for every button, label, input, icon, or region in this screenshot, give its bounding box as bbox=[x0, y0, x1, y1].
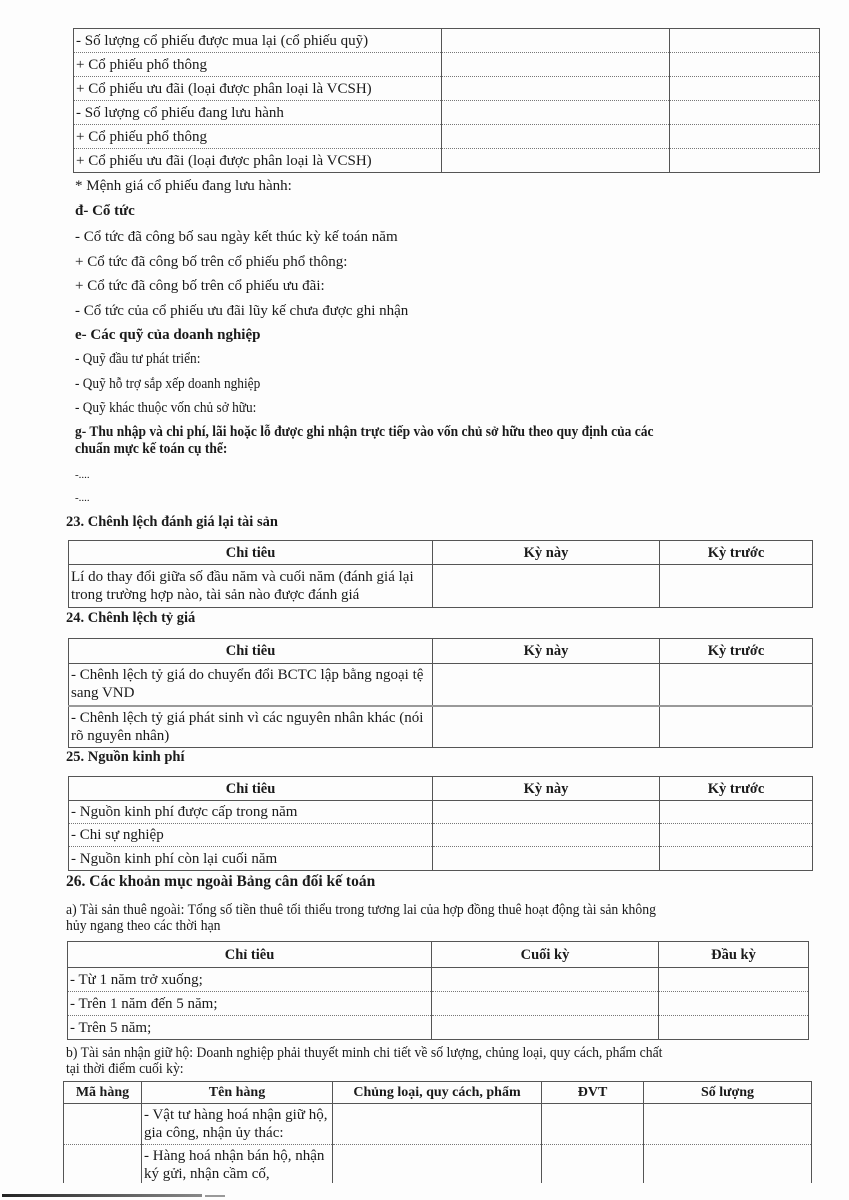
section-26b-desc-line1: b) Tài sản nhận giữ hộ: Doanh nghiệp phải thuyết minh chi tiết về số lượng, chủng loại, quy cách, phẩm chất bbox=[66, 1045, 663, 1061]
row-label: + Cổ phiếu phổ thông bbox=[74, 53, 442, 77]
header-cell: Chỉ tiêu bbox=[69, 541, 433, 565]
value-cell[interactable] bbox=[670, 101, 820, 125]
fund-item: - Quỹ khác thuộc vốn chủ sở hữu: bbox=[75, 400, 257, 416]
row-label: - Trên 5 năm; bbox=[68, 1016, 432, 1040]
dividends-title: đ- Cổ tức bbox=[75, 203, 135, 219]
value-cell[interactable] bbox=[542, 1145, 644, 1184]
header-cell: Kỳ trước bbox=[660, 639, 813, 664]
table-row bbox=[69, 706, 813, 748]
table-row bbox=[64, 1104, 812, 1145]
table-row bbox=[74, 77, 820, 101]
value-cell[interactable] bbox=[670, 29, 820, 53]
header-cell: Chỉ tiêu bbox=[69, 777, 433, 801]
value-cell[interactable] bbox=[670, 125, 820, 149]
row-label: - Nguồn kinh phí được cấp trong năm bbox=[69, 801, 433, 824]
section-26a-desc-line1: a) Tài sản thuê ngoài: Tổng số tiền thuê tối thiểu trong tương lai của hợp đồng thuê hoạt động tài sản không bbox=[66, 902, 656, 918]
income-expense-title-line1: g- Thu nhập và chi phí, lãi hoặc lỗ được ghi nhận trực tiếp vào vốn chủ sở hữu theo quy định của các bbox=[75, 424, 654, 440]
table-row bbox=[69, 801, 813, 824]
header-cell: Kỳ này bbox=[433, 639, 660, 664]
funds-title: e- Các quỹ của doanh nghiệp bbox=[75, 327, 261, 343]
row-label: - Số lượng cổ phiếu đang lưu hành bbox=[74, 101, 442, 125]
header-cell: Tên hàng bbox=[142, 1082, 333, 1104]
value-cell[interactable] bbox=[660, 565, 813, 608]
value-cell[interactable] bbox=[333, 1145, 542, 1184]
table-row bbox=[68, 992, 809, 1016]
row-label: - Nguồn kinh phí còn lại cuối năm bbox=[69, 847, 433, 871]
header-cell: Chỉ tiêu bbox=[69, 639, 433, 664]
value-cell[interactable] bbox=[442, 149, 670, 173]
page-bottom-rule-fragment bbox=[205, 1195, 225, 1197]
header-cell: Chủng loại, quy cách, phẩm bbox=[333, 1082, 542, 1104]
row-label: - Chênh lệch tỷ giá do chuyển đổi BCTC lập bằng ngoại tệ sang VND bbox=[69, 664, 433, 706]
value-cell[interactable] bbox=[442, 29, 670, 53]
value-cell[interactable] bbox=[432, 992, 659, 1016]
table-row bbox=[74, 125, 820, 149]
value-cell[interactable] bbox=[433, 847, 660, 871]
header-cell: Kỳ này bbox=[433, 541, 660, 565]
value-cell[interactable] bbox=[442, 77, 670, 101]
value-cell[interactable] bbox=[660, 664, 813, 706]
header-row bbox=[64, 1082, 812, 1104]
table-row bbox=[64, 1145, 812, 1184]
section-26b-table bbox=[63, 1081, 812, 1183]
header-row bbox=[69, 541, 813, 565]
value-cell[interactable] bbox=[542, 1104, 644, 1145]
table-row bbox=[74, 53, 820, 77]
page-bottom-rule bbox=[2, 1194, 202, 1197]
value-cell[interactable] bbox=[442, 125, 670, 149]
table-row bbox=[74, 149, 820, 173]
value-cell[interactable] bbox=[644, 1145, 812, 1184]
income-expense-title-line2: chuẩn mực kế toán cụ thể: bbox=[75, 441, 228, 457]
section-23-table bbox=[68, 540, 813, 608]
section-26b-desc-line2: tại thời điểm cuối kỳ: bbox=[66, 1061, 184, 1077]
header-cell: Mã hàng bbox=[64, 1082, 142, 1104]
value-cell[interactable] bbox=[442, 101, 670, 125]
row-label: - Số lượng cổ phiếu được mua lại (cổ phiếu quỹ) bbox=[74, 29, 442, 53]
value-cell[interactable] bbox=[432, 968, 659, 992]
value-cell[interactable] bbox=[333, 1104, 542, 1145]
value-cell[interactable] bbox=[433, 664, 660, 706]
table-row bbox=[74, 101, 820, 125]
header-row bbox=[69, 777, 813, 801]
header-cell: Kỳ trước bbox=[660, 777, 813, 801]
row-label: - Chi sự nghiệp bbox=[69, 824, 433, 847]
row-label: + Cổ phiếu phổ thông bbox=[74, 125, 442, 149]
table-row bbox=[68, 968, 809, 992]
section-25-title: 25. Nguồn kinh phí bbox=[66, 749, 185, 765]
table-row bbox=[69, 664, 813, 706]
code-cell[interactable] bbox=[64, 1104, 142, 1145]
table-row bbox=[69, 847, 813, 871]
header-cell: Kỳ trước bbox=[660, 541, 813, 565]
value-cell[interactable] bbox=[433, 824, 660, 847]
section-26a-desc-line2: hủy ngang theo các thời hạn bbox=[66, 918, 221, 934]
value-cell[interactable] bbox=[659, 1016, 809, 1040]
row-label: - Vật tư hàng hoá nhận giữ hộ, gia công, nhận ủy thác: bbox=[142, 1104, 333, 1145]
income-expense-item: -.... bbox=[75, 469, 90, 481]
header-row bbox=[68, 942, 809, 968]
section-23-title: 23. Chênh lệch đánh giá lại tài sản bbox=[66, 514, 278, 530]
value-cell[interactable] bbox=[659, 992, 809, 1016]
section-24-table bbox=[68, 638, 813, 748]
dividend-item: + Cổ tức đã công bố trên cổ phiếu ưu đãi: bbox=[75, 278, 325, 294]
header-cell: Số lượng bbox=[644, 1082, 812, 1104]
fund-item: - Quỹ đầu tư phát triển: bbox=[75, 351, 201, 367]
row-label: - Hàng hoá nhận bán hộ, nhận ký gửi, nhận cầm cố, bbox=[142, 1145, 333, 1184]
row-label: + Cổ phiếu ưu đãi (loại được phân loại là VCSH) bbox=[74, 149, 442, 173]
dividend-item: + Cổ tức đã công bố trên cổ phiếu phổ thông: bbox=[75, 254, 348, 270]
income-expense-item: -.... bbox=[75, 492, 90, 504]
value-cell[interactable] bbox=[644, 1104, 812, 1145]
table-row bbox=[69, 565, 813, 608]
section-26a-table bbox=[67, 941, 809, 1040]
dividend-item: - Cổ tức của cổ phiếu ưu đãi lũy kế chưa được ghi nhận bbox=[75, 303, 409, 319]
value-cell[interactable] bbox=[670, 149, 820, 173]
value-cell[interactable] bbox=[660, 706, 813, 748]
header-cell: Chỉ tiêu bbox=[68, 942, 432, 968]
value-cell[interactable] bbox=[660, 801, 813, 824]
section-24-title: 24. Chênh lệch tỷ giá bbox=[66, 610, 196, 626]
value-cell[interactable] bbox=[433, 565, 660, 608]
header-cell: ĐVT bbox=[542, 1082, 644, 1104]
value-cell[interactable] bbox=[670, 77, 820, 101]
value-cell[interactable] bbox=[442, 53, 670, 77]
row-label: - Từ 1 năm trở xuống; bbox=[68, 968, 432, 992]
table-row bbox=[74, 29, 820, 53]
row-label: Lí do thay đổi giữa số đầu năm và cuối năm (đánh giá lại trong trường hợp nào, tài sản nào được đánh giá bbox=[69, 565, 433, 608]
section-26-title: 26. Các khoản mục ngoài Bảng cân đối kế toán bbox=[66, 873, 376, 890]
value-cell[interactable] bbox=[659, 968, 809, 992]
dividend-item: - Cổ tức đã công bố sau ngày kết thúc kỳ kế toán năm bbox=[75, 229, 398, 245]
value-cell[interactable] bbox=[660, 847, 813, 871]
value-cell[interactable] bbox=[670, 53, 820, 77]
par-value-note: * Mệnh giá cổ phiếu đang lưu hành: bbox=[75, 178, 292, 194]
shares-table bbox=[73, 28, 820, 173]
code-cell[interactable] bbox=[64, 1145, 142, 1184]
table-row bbox=[69, 824, 813, 847]
header-cell: Đầu kỳ bbox=[659, 942, 809, 968]
value-cell[interactable] bbox=[433, 706, 660, 748]
section-25-table bbox=[68, 776, 813, 871]
row-label: + Cổ phiếu ưu đãi (loại được phân loại là VCSH) bbox=[74, 77, 442, 101]
header-cell: Cuối kỳ bbox=[432, 942, 659, 968]
value-cell[interactable] bbox=[432, 1016, 659, 1040]
header-row bbox=[69, 639, 813, 664]
header-cell: Kỳ này bbox=[433, 777, 660, 801]
fund-item: - Quỹ hỗ trợ sắp xếp doanh nghiệp bbox=[75, 376, 261, 392]
row-label: - Trên 1 năm đến 5 năm; bbox=[68, 992, 432, 1016]
value-cell[interactable] bbox=[660, 824, 813, 847]
row-label: - Chênh lệch tỷ giá phát sinh vì các nguyên nhân khác (nói rõ nguyên nhân) bbox=[69, 706, 433, 748]
value-cell[interactable] bbox=[433, 801, 660, 824]
table-row bbox=[68, 1016, 809, 1040]
